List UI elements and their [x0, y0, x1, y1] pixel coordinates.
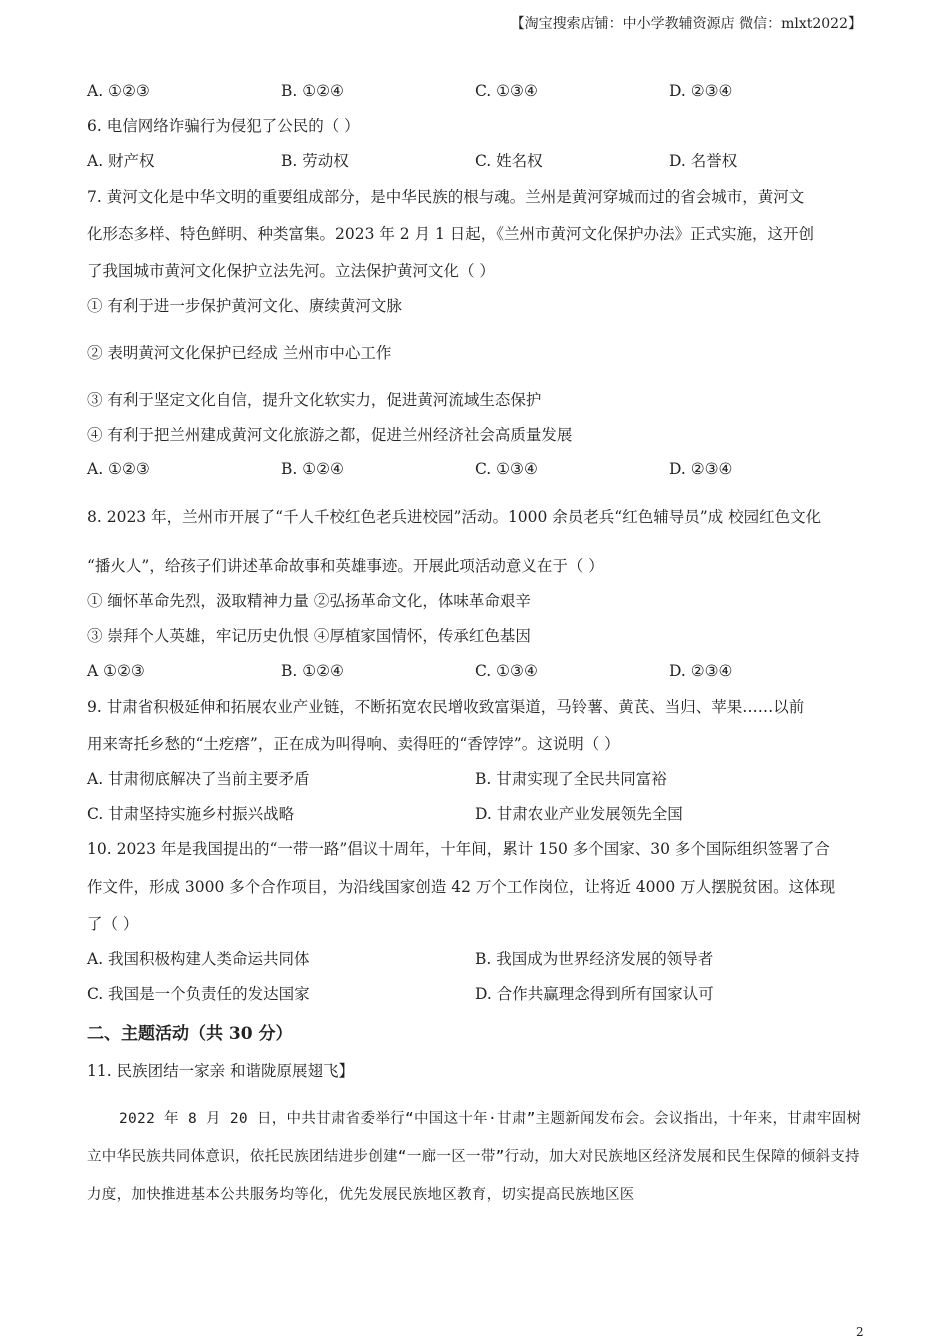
q9-stem-line: 用来寄托乡愁的“土疙瘩”，正在成为叫得响、卖得旺的“香饽饽”。这说明（ ） — [87, 735, 620, 753]
q9-stem-line: 9. 甘肃省积极延伸和拓展农业产业链，不断拓宽农民增收致富渠道，马铃薯、黄芪、当归、苹果……以前 — [87, 698, 805, 716]
q7-option-b: B. ①②④ — [281, 460, 344, 478]
q10-stem-line: 了（ ） — [87, 915, 139, 933]
page-number: 2 — [856, 1325, 864, 1339]
q6-option-c: C. 姓名权 — [475, 152, 543, 170]
q8-item: ③ 崇拜个人英雄，牢记历史仇恨 ④厚植家国情怀，传承红色基因 — [87, 627, 531, 645]
q7-stem-line: 7. 黄河文化是中华文明的重要组成部分，是中华民族的根与魂。兰州是黄河穿城而过的省会城市，黄河文 — [87, 188, 805, 206]
section-heading: 二、主题活动（共 30 分） — [87, 1024, 293, 1044]
q8-item: ① 缅怀革命先烈，汲取精神力量 ②弘扬革命文化，体味革命艰辛 — [87, 592, 531, 610]
q7-item: ① 有利于进一步保护黄河文化、赓续黄河文脉 — [87, 297, 402, 315]
q9-option-a: A. 甘肃彻底解决了当前主要矛盾 — [87, 770, 310, 788]
q8-stem-line: “播火人”，给孩子们讲述革命故事和英雄事迹。开展此项活动意义在于（ ） — [87, 557, 604, 575]
q8-option-a: A ①②③ — [87, 662, 145, 680]
q9-option-b: B. 甘肃实现了全民共同富裕 — [475, 770, 667, 788]
q7-option-d: D. ②③④ — [669, 460, 733, 478]
q6-stem: 6. 电信网络诈骗行为侵犯了公民的（ ） — [87, 117, 360, 135]
q11-title: 11. 民族团结一家亲 和谐陇原展翅飞】 — [87, 1062, 355, 1080]
q5-option-c: C. ①③④ — [475, 82, 538, 100]
q7-stem-line: 化形态多样、特色鲜明、种类富集。2023 年 2 月 1 日起，《兰州市黄河文化保护办法》正式实施，这开创 — [87, 225, 815, 243]
q10-option-b: B. 我国成为世界经济发展的领导者 — [475, 950, 714, 968]
q5-option-b: B. ①②④ — [281, 82, 344, 100]
q7-option-c: C. ①③④ — [475, 460, 538, 478]
q7-option-a: A. ①②③ — [87, 460, 150, 478]
q6-option-a: A. 财产权 — [87, 152, 155, 170]
q9-option-c: C. 甘肃坚持实施乡村振兴战略 — [87, 805, 295, 823]
q6-option-d: D. 名誉权 — [669, 152, 738, 170]
page-header: 【淘宝搜索店铺：中小学教辅资源店 微信：mlxt2022】 — [510, 16, 862, 32]
q9-option-d: D. 甘肃农业产业发展领先全国 — [475, 805, 683, 823]
q8-stem-line: 8. 2023 年，兰州市开展了“千人千校红色老兵进校园”活动。1000 余员老兵“红色辅导员”成 校园红色文化 — [87, 508, 822, 526]
q8-option-b: B. ①②④ — [281, 662, 344, 680]
q10-option-d: D. 合作共赢理念得到所有国家认可 — [475, 985, 714, 1003]
q8-option-d: D. ②③④ — [669, 662, 733, 680]
q10-option-a: A. 我国积极构建人类命运共同体 — [87, 950, 310, 968]
q10-option-c: C. 我国是一个负责任的发达国家 — [87, 985, 310, 1003]
q5-option-d: D. ②③④ — [669, 82, 733, 100]
q11-paragraph: 2022 年 8 月 20 日，中共甘肃省委举行“中国这十年·甘肃”主题新闻发布会。会议指出，十年来，甘肃牢固树立中华民族共同体意识，依托民族团结进步创建“一廊一区一带”行动，加大对民族地区经济发展和民生保障的倾斜支持力度，加快推进基本公共服务均等化，优先发展民族地区教育，切实提高民族地区医 — [87, 1111, 862, 1203]
q10-stem-line: 作文件，形成 3000 多个合作项目，为沿线国家创造 42 万个工作岗位，让将近 4000 万人摆脱贫困。这体现 — [87, 878, 836, 896]
q6-option-b: B. 劳动权 — [281, 152, 349, 170]
q7-item: ④ 有利于把兰州建成黄河文化旅游之都，促进兰州经济社会高质量发展 — [87, 426, 573, 444]
q7-stem-line: 了我国城市黄河文化保护立法先河。立法保护黄河文化（ ） — [87, 262, 495, 280]
q5-option-a: A. ①②③ — [87, 82, 150, 100]
q7-item: ② 表明黄河文化保护已经成 兰州市中心工作 — [87, 344, 392, 362]
q10-stem-line: 10. 2023 年是我国提出的“一带一路”倡议十周年，十年间，累计 150 多个国家、30 多个国际组织签署了合 — [87, 840, 830, 858]
q7-item: ③ 有利于坚定文化自信，提升文化软实力，促进黄河流域生态保护 — [87, 391, 542, 409]
q8-option-c: C. ①③④ — [475, 662, 538, 680]
